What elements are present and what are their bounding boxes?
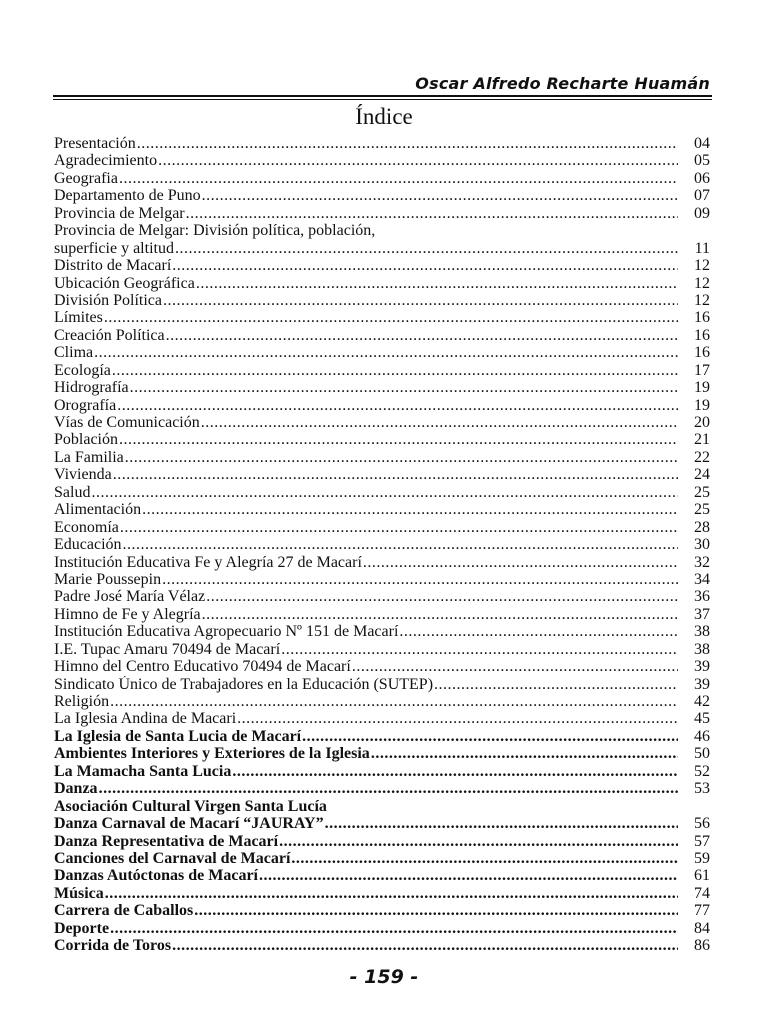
toc-entry-page: 30 (694, 536, 710, 554)
toc-entry-title: Creación Política (54, 326, 165, 344)
toc-entry-title: Canciones del Carnaval de Macarí (54, 849, 291, 867)
toc-dot-leader (279, 833, 678, 850)
toc-entry-page: 45 (694, 710, 710, 728)
toc-entry (54, 902, 710, 919)
toc-entry (54, 867, 710, 884)
toc-entry (54, 937, 710, 954)
header-rule-thick (53, 95, 712, 97)
toc-entry (54, 798, 710, 815)
toc-entry-page: 04 (694, 135, 710, 152)
toc-dot-leader (113, 466, 678, 483)
toc-entry-title: Provincia de Melgar (54, 204, 185, 222)
toc-entry-title: superficie y altitud (54, 239, 174, 257)
toc-entry (54, 728, 710, 745)
toc-dot-leader (123, 536, 678, 553)
toc-entry (54, 588, 710, 605)
toc-dot-leader (232, 763, 678, 780)
toc-entry (54, 484, 710, 501)
toc-entry (54, 815, 710, 832)
toc-entry (54, 397, 710, 414)
toc-dot-leader (166, 327, 678, 344)
toc-entry-page: 05 (694, 152, 710, 170)
toc-dot-leader (110, 693, 678, 710)
toc-dot-leader (172, 257, 678, 274)
toc-entry-page: 52 (694, 762, 710, 780)
toc-entry-title: Clima (54, 344, 94, 362)
toc-dot-leader (110, 920, 678, 937)
toc-entry (54, 240, 710, 257)
toc-dot-leader (302, 728, 678, 745)
toc-entry-title: Departamento de Puno (54, 187, 201, 205)
header-rule-thin (53, 99, 712, 100)
toc-entry-page: 22 (694, 448, 710, 466)
toc-entry-page: 34 (694, 570, 710, 588)
toc-entry-title: Presentación (54, 135, 136, 152)
toc-entry-page: 19 (694, 396, 710, 414)
toc-dot-leader (119, 170, 678, 187)
toc-entry-page: 16 (694, 326, 710, 344)
toc-entry-page: 36 (694, 588, 710, 606)
toc-entry (54, 920, 710, 937)
toc-dot-leader (142, 501, 678, 518)
toc-entry-title: Asociación Cultural Virgen Santa Lucía (54, 797, 327, 815)
toc-dot-leader (117, 397, 678, 414)
toc-entry-page: 61 (694, 867, 710, 885)
toc-entry (54, 606, 710, 623)
toc-entry (54, 658, 710, 675)
toc-entry-page: 46 (694, 727, 710, 745)
toc-entry-title: La Mamacha Santa Lucia (54, 762, 232, 780)
toc-dot-leader (186, 205, 678, 222)
toc-dot-leader (259, 867, 678, 884)
running-header-author: Oscar Alfredo Recharte Huamán (415, 74, 710, 93)
toc-dot-leader (104, 309, 678, 326)
toc-entry-page: 17 (694, 361, 710, 379)
toc-entry-title: Danza Representativa de Macarí (54, 832, 279, 850)
toc-entry (54, 850, 710, 867)
toc-entry (54, 135, 710, 152)
toc-entry-page: 25 (694, 483, 710, 501)
toc-entry-title: Alimentación (54, 501, 142, 519)
toc-entry (54, 536, 710, 553)
toc-entry-title: Religión (54, 693, 110, 710)
toc-entry (54, 745, 710, 762)
toc-entry-title: Población (54, 431, 118, 449)
toc-dot-leader (202, 187, 678, 204)
toc-entry (54, 833, 710, 850)
toc-entry (54, 676, 710, 693)
toc-dot-leader (196, 275, 678, 292)
toc-entry (54, 431, 710, 448)
toc-entry-page: 12 (694, 291, 710, 309)
toc-entry-page: 50 (694, 745, 710, 763)
toc-dot-leader (202, 606, 678, 623)
toc-entry-page: 38 (694, 623, 710, 641)
toc-entry-page: 19 (694, 379, 710, 397)
toc-entry-page: 11 (694, 239, 710, 257)
toc-entry (54, 222, 710, 239)
toc-dot-leader (363, 554, 678, 571)
toc-entry-title: Ambientes Interiores y Exteriores de la Iglesia (54, 745, 370, 763)
toc-dot-leader (291, 850, 678, 867)
toc-dot-leader (434, 676, 678, 693)
toc-entry-title: Economía (54, 518, 119, 536)
toc-entry (54, 693, 710, 710)
toc-dot-leader (399, 623, 678, 640)
toc-dot-leader (137, 135, 678, 152)
toc-entry-title: Danza Carnaval de Macarí “JAURAY” (54, 815, 324, 833)
toc-entry (54, 362, 710, 379)
page-title: Índice (355, 104, 413, 129)
toc-entry-title: La Familia (54, 448, 124, 466)
toc-entry-title: Danza (54, 780, 98, 798)
toc-entry (54, 327, 710, 344)
toc-entry (54, 623, 710, 640)
toc-entry (54, 780, 710, 797)
toc-entry (54, 170, 710, 187)
toc-entry-page: 39 (694, 675, 710, 693)
toc-entry-title: Himno de Fe y Alegría (54, 605, 201, 623)
toc-dot-leader (105, 885, 678, 902)
toc-entry-page: 77 (694, 902, 710, 920)
toc-entry-page: 09 (694, 204, 710, 222)
toc-entry-page: 53 (694, 780, 710, 798)
toc-entry-page: 86 (694, 937, 710, 955)
toc-dot-leader (371, 745, 678, 762)
toc-entry (54, 519, 710, 536)
toc-entry-title: Padre José María Vélaz (54, 588, 206, 606)
toc-dot-leader (158, 152, 678, 169)
toc-dot-leader (99, 780, 678, 797)
toc-entry (54, 379, 710, 396)
toc-dot-leader (112, 362, 678, 379)
toc-entry-page: 16 (694, 344, 710, 362)
toc-entry-page: 07 (694, 187, 710, 205)
toc-dot-leader (162, 571, 678, 588)
toc-dot-leader (94, 344, 678, 361)
toc-dot-leader (172, 937, 678, 954)
table-of-contents (54, 135, 710, 955)
toc-entry-title: Salud (54, 483, 91, 501)
toc-entry-title: Hidrografía (54, 379, 129, 397)
toc-entry-page: 57 (694, 832, 710, 850)
toc-entry (54, 275, 710, 292)
toc-entry-page: 25 (694, 501, 710, 519)
toc-dot-leader (175, 240, 678, 257)
toc-entry-page: 42 (694, 693, 710, 710)
toc-dot-leader (163, 292, 678, 309)
toc-entry-title: Sindicato Único de Trabajadores en la Educación (SUTEP) (54, 675, 434, 693)
toc-entry-title: Deporte (54, 919, 110, 937)
toc-entry (54, 763, 710, 780)
toc-entry-title: Carrera de Caballos (54, 902, 194, 920)
toc-dot-leader (281, 641, 678, 658)
toc-entry (54, 257, 710, 274)
toc-entry (54, 309, 710, 326)
toc-entry-title: Educación (54, 536, 122, 554)
toc-entry-page: 59 (694, 849, 710, 867)
toc-dot-leader (119, 431, 678, 448)
toc-entry-title: Ecología (54, 361, 111, 379)
toc-entry (54, 466, 710, 483)
toc-entry-title: Institución Educativa Agropecuario Nº 151 de Macarí (54, 623, 399, 641)
toc-entry (54, 554, 710, 571)
toc-entry (54, 571, 710, 588)
toc-entry-page: 24 (694, 466, 710, 484)
toc-entry-title: Danzas Autóctonas de Macarí (54, 867, 258, 885)
toc-entry-title: I.E. Tupac Amaru 70494 de Macarí (54, 640, 281, 658)
toc-entry-title: La Iglesia de Santa Lucia de Macarí (54, 727, 302, 745)
toc-entry (54, 292, 710, 309)
page-number: - 159 - (349, 966, 419, 988)
toc-dot-leader (201, 414, 678, 431)
toc-entry-page: 06 (694, 169, 710, 187)
toc-entry-page: 16 (694, 309, 710, 327)
toc-entry (54, 414, 710, 431)
toc-entry-page: 39 (694, 658, 710, 676)
toc-entry (54, 885, 710, 902)
toc-entry-title: Agradecimiento (54, 152, 158, 170)
toc-entry (54, 501, 710, 518)
toc-entry-title: Distrito de Macarí (54, 257, 172, 275)
toc-entry-title: Marie Poussepin (54, 570, 162, 588)
toc-entry (54, 449, 710, 466)
toc-entry-title: División Política (54, 291, 162, 309)
toc-entry-title: Himno del Centro Educativo 70494 de Macarí (54, 658, 351, 676)
toc-entry-page: 12 (694, 274, 710, 292)
toc-dot-leader (120, 519, 678, 536)
toc-entry-page: 38 (694, 640, 710, 658)
toc-entry-page: 56 (694, 815, 710, 833)
toc-dot-leader (125, 449, 678, 466)
toc-entry-title: Vías de Comunicación (54, 414, 200, 431)
toc-entry-page: 74 (694, 884, 710, 902)
toc-dot-leader (237, 710, 678, 727)
toc-entry-page: 32 (694, 553, 710, 571)
toc-entry (54, 152, 710, 169)
toc-dot-leader (206, 588, 678, 605)
toc-entry (54, 641, 710, 658)
toc-dot-leader (325, 815, 678, 832)
toc-entry-title: Corrida de Toros (54, 937, 172, 955)
toc-entry (54, 187, 710, 204)
toc-dot-leader (130, 379, 678, 396)
toc-entry (54, 205, 710, 222)
toc-entry-page: 84 (694, 919, 710, 937)
toc-entry-title: Provincia de Melgar: División política, población, (54, 222, 376, 240)
toc-dot-leader (194, 902, 678, 919)
toc-entry (54, 344, 710, 361)
toc-entry-page: 12 (694, 257, 710, 275)
toc-dot-leader (91, 484, 678, 501)
toc-entry-title: Música (54, 884, 104, 902)
toc-entry-title: Ubicación Geográfica (54, 274, 195, 292)
toc-entry-title: Orografía (54, 396, 117, 414)
toc-entry-title: La Iglesia Andina de Macari (54, 710, 237, 728)
toc-entry-title: Vivienda (54, 466, 112, 484)
toc-dot-leader (352, 658, 678, 675)
toc-entry-page: 20 (694, 414, 710, 431)
toc-entry-page: 28 (694, 518, 710, 536)
toc-entry-page: 37 (694, 605, 710, 623)
toc-entry (54, 710, 710, 727)
toc-entry-title: Geografia (54, 169, 118, 187)
toc-entry-title: Límites (54, 309, 103, 327)
toc-entry-page: 21 (694, 431, 710, 449)
toc-entry-title: Institución Educativa Fe y Alegría 27 de Macarí (54, 553, 362, 571)
